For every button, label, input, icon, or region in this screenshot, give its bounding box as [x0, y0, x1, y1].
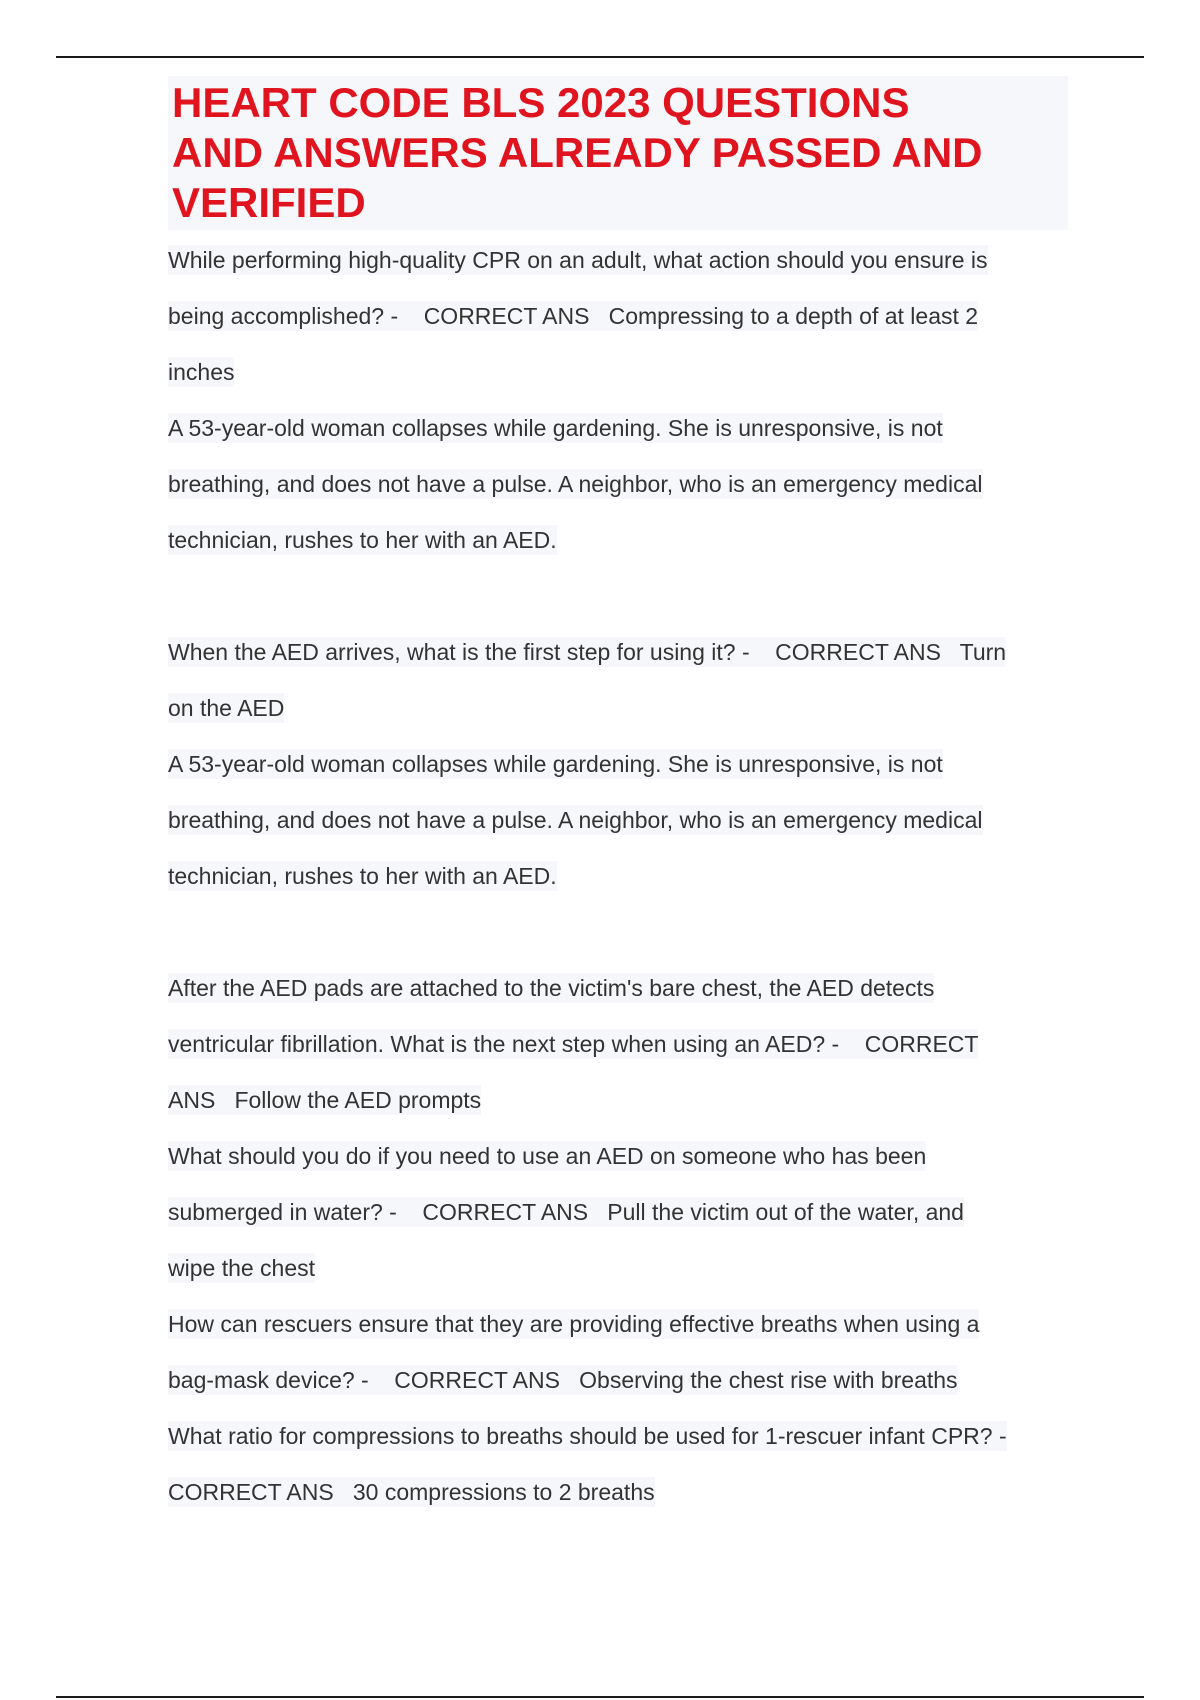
text-line: After the AED pads are attached to the victim's bare chest, the AED detects	[168, 975, 935, 1001]
text-line: breathing, and does not have a pulse. A neighbor, who is an emergency medical	[168, 471, 983, 497]
text-line: CORRECT ANS 30 compressions to 2 breaths	[168, 1479, 655, 1505]
qa-list	[168, 232, 1068, 1520]
text-line: wipe the chest	[168, 1255, 316, 1281]
text-line: ventricular fibrillation. What is the next step when using an AED? - CORRECT	[168, 1031, 979, 1057]
text-line: When the AED arrives, what is the first step for using it? - CORRECT ANS Turn	[168, 639, 1007, 665]
text-line: ANS Follow the AED prompts	[168, 1087, 482, 1113]
text-line: bag-mask device? - CORRECT ANS Observing the chest rise with breaths	[168, 1367, 958, 1393]
text-line: breathing, and does not have a pulse. A neighbor, who is an emergency medical	[168, 807, 983, 833]
text-line: technician, rushes to her with an AED.	[168, 863, 557, 889]
text-line: A 53-year-old woman collapses while gardening. She is unresponsive, is not	[168, 751, 943, 777]
text-line: What ratio for compressions to breaths should be used for 1-rescuer infant CPR? -	[168, 1423, 1007, 1449]
blank-line	[168, 904, 1068, 960]
blank-line	[168, 568, 1068, 624]
document-title	[172, 78, 1064, 228]
title-line-2: AND ANSWERS ALREADY PASSED AND	[172, 129, 983, 176]
title-line-3: VERIFIED	[172, 179, 366, 226]
text-line: A 53-year-old woman collapses while gardening. She is unresponsive, is not	[168, 415, 943, 441]
top-rule	[56, 56, 1144, 58]
title-line-1: HEART CODE BLS 2023 QUESTIONS	[172, 79, 910, 126]
text-line: inches	[168, 359, 235, 385]
text-line: How can rescuers ensure that they are providing effective breaths when using a	[168, 1311, 980, 1337]
text-line: submerged in water? - CORRECT ANS Pull the victim out of the water, and	[168, 1199, 964, 1225]
text-line: being accomplished? - CORRECT ANS Compressing to a depth of at least 2	[168, 303, 979, 329]
bottom-rule	[56, 1696, 1144, 1698]
text-line: What should you do if you need to use an AED on someone who has been	[168, 1143, 927, 1169]
text-line: While performing high-quality CPR on an adult, what action should you ensure is	[168, 247, 988, 273]
document-body	[168, 76, 1068, 1520]
text-line: technician, rushes to her with an AED.	[168, 527, 557, 553]
title-block	[168, 76, 1068, 230]
text-line: on the AED	[168, 695, 285, 721]
